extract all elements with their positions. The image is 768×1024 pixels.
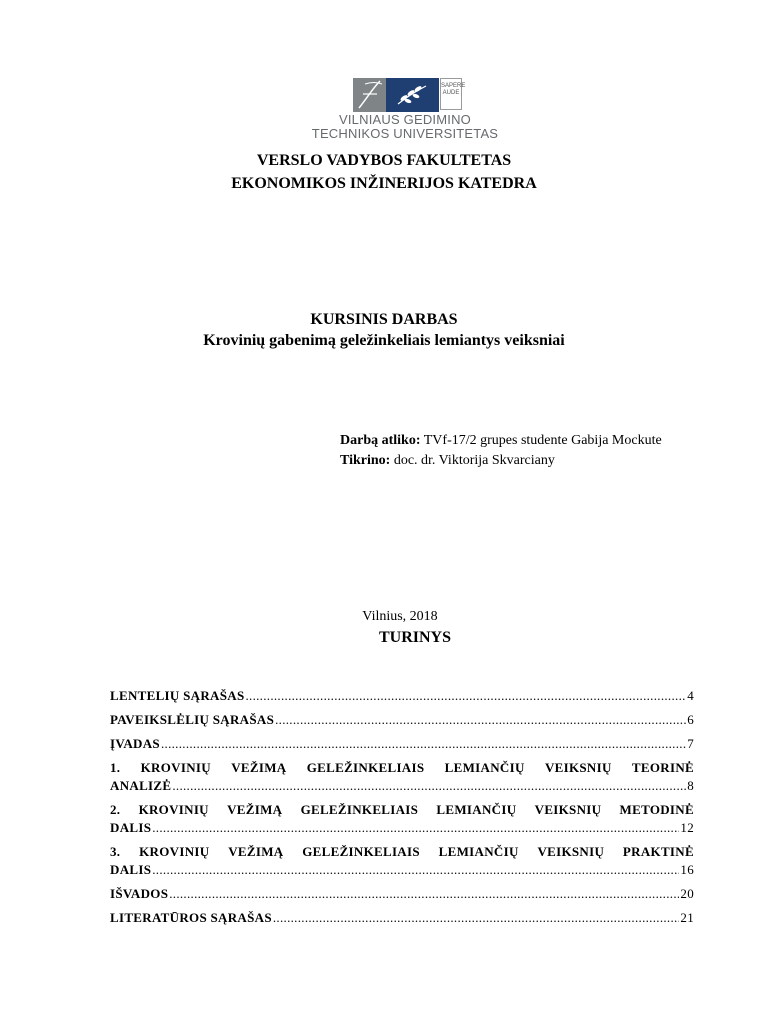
- toc-word: TEORINĖ: [631, 760, 694, 775]
- toc-word: KROVINIŲ: [139, 844, 210, 859]
- logo-motto-1: SAPERE: [441, 83, 466, 89]
- toc-dot-leader: [161, 736, 686, 752]
- toc-entry-continuation: [110, 778, 694, 794]
- toc-word: 3.: [110, 844, 121, 859]
- toc-word: GELEŽINKELIAIS: [302, 844, 420, 859]
- work-title: Krovinių gabenimą geležinkeliais lemiantys veiksniai: [203, 332, 565, 349]
- toc-entry-label: IŠVADOS: [110, 886, 169, 901]
- logo-emblem: [353, 78, 466, 112]
- reviewer-value: doc. dr. Viktorija Skvarciany: [390, 453, 555, 468]
- toc-word: GELEŽINKELIAIS: [306, 760, 425, 775]
- toc-entry-continuation: [110, 862, 694, 878]
- department-heading: EKONOMIKOS INŽINERIJOS KATEDRA: [231, 175, 537, 192]
- logo-text-line-2: TECHNIKOS UNIVERSITETAS: [311, 126, 499, 141]
- toc-entry-conclusions[interactable]: [110, 886, 694, 902]
- toc-entry-page: 7: [687, 736, 694, 751]
- toc-entry-label: LITERATŪROS SĄRAŠAS: [110, 910, 272, 925]
- toc-word: KROVINIŲ: [140, 760, 211, 775]
- reviewer-label: Tikrino:: [340, 453, 391, 468]
- toc-entry-label: LENTELIŲ SĄRAŠAS: [110, 688, 245, 703]
- logo-navy-square: [386, 78, 439, 112]
- toc-entry-page: 12: [680, 820, 694, 835]
- toc-entry-chapter-1[interactable]: [110, 760, 694, 794]
- toc-entry-page: 4: [687, 688, 694, 703]
- toc-entry-continuation: [110, 820, 694, 836]
- toc-dot-leader: [273, 910, 680, 926]
- toc-word: 1.: [110, 760, 121, 775]
- toc-entry-title-line: [110, 760, 694, 776]
- toc-entry-chapter-3[interactable]: [110, 844, 694, 878]
- toc-word: LEMIANČIŲ: [436, 802, 517, 817]
- toc-entry-chapter-2[interactable]: [110, 802, 694, 836]
- toc-entry-page: 8: [687, 778, 694, 793]
- toc-word: 2.: [110, 802, 121, 817]
- reviewer-line: [340, 453, 555, 469]
- toc-word: LEMIANČIŲ: [444, 760, 525, 775]
- toc-dot-leader: [172, 778, 686, 794]
- toc-entry-page: 21: [680, 910, 694, 925]
- city-year: Vilnius, 2018: [362, 609, 438, 624]
- logo-motto-2: AUDE: [442, 90, 460, 96]
- toc-entry-title-line: [110, 802, 694, 818]
- toc-word: VEŽIMĄ: [231, 760, 287, 775]
- logo-motto-box: [440, 78, 466, 110]
- toc-word: VEIKSNIŲ: [537, 844, 605, 859]
- work-type-heading: KURSINIS DARBAS: [310, 311, 458, 328]
- toc-entry-label: DALIS: [110, 862, 152, 877]
- table-of-contents: [110, 688, 694, 934]
- university-logo: [300, 74, 510, 142]
- author-value: TVf-17/2 grupes studente Gabija Mockute: [420, 433, 662, 448]
- faculty-heading: VERSLO VADYBOS FAKULTETAS: [256, 152, 512, 169]
- logo-gray-square: [353, 78, 386, 112]
- author-line: [340, 433, 662, 449]
- toc-word: VEŽIMĄ: [228, 844, 284, 859]
- toc-entry-page: 20: [680, 886, 694, 901]
- toc-entry-introduction[interactable]: [110, 736, 694, 752]
- toc-dot-leader: [152, 862, 679, 878]
- toc-entry-figures[interactable]: [110, 712, 694, 728]
- logo-text-line-1: VILNIAUS GEDIMINO: [339, 112, 471, 127]
- toc-title: TURINYS: [378, 629, 451, 646]
- author-label: Darbą atliko:: [340, 433, 421, 448]
- toc-entry-label: ĮVADAS: [110, 736, 160, 751]
- toc-entry-page: 6: [687, 712, 694, 727]
- toc-dot-leader: [245, 688, 686, 704]
- toc-word: VEIKSNIŲ: [534, 802, 602, 817]
- toc-word: VEŽIMĄ: [227, 802, 283, 817]
- toc-word: PRAKTINĖ: [622, 844, 694, 859]
- toc-word: GELEŽINKELIAIS: [300, 802, 419, 817]
- toc-word: KROVINIŲ: [138, 802, 209, 817]
- toc-dot-leader: [169, 886, 679, 902]
- toc-entry-label: PAVEIKSLĖLIŲ SĄRAŠAS: [110, 712, 275, 727]
- toc-entry-page: 16: [680, 862, 694, 877]
- toc-entry-title-line: [110, 844, 694, 860]
- toc-entry-references[interactable]: [110, 910, 694, 926]
- toc-entry-label: ANALIZĖ: [110, 778, 172, 793]
- toc-word: METODINĖ: [619, 802, 694, 817]
- toc-word: LEMIANČIŲ: [438, 844, 519, 859]
- toc-dot-leader: [152, 820, 679, 836]
- toc-dot-leader: [275, 712, 686, 728]
- toc-word: VEIKSNIŲ: [544, 760, 612, 775]
- toc-entry-tables[interactable]: [110, 688, 694, 704]
- toc-entry-label: DALIS: [110, 820, 152, 835]
